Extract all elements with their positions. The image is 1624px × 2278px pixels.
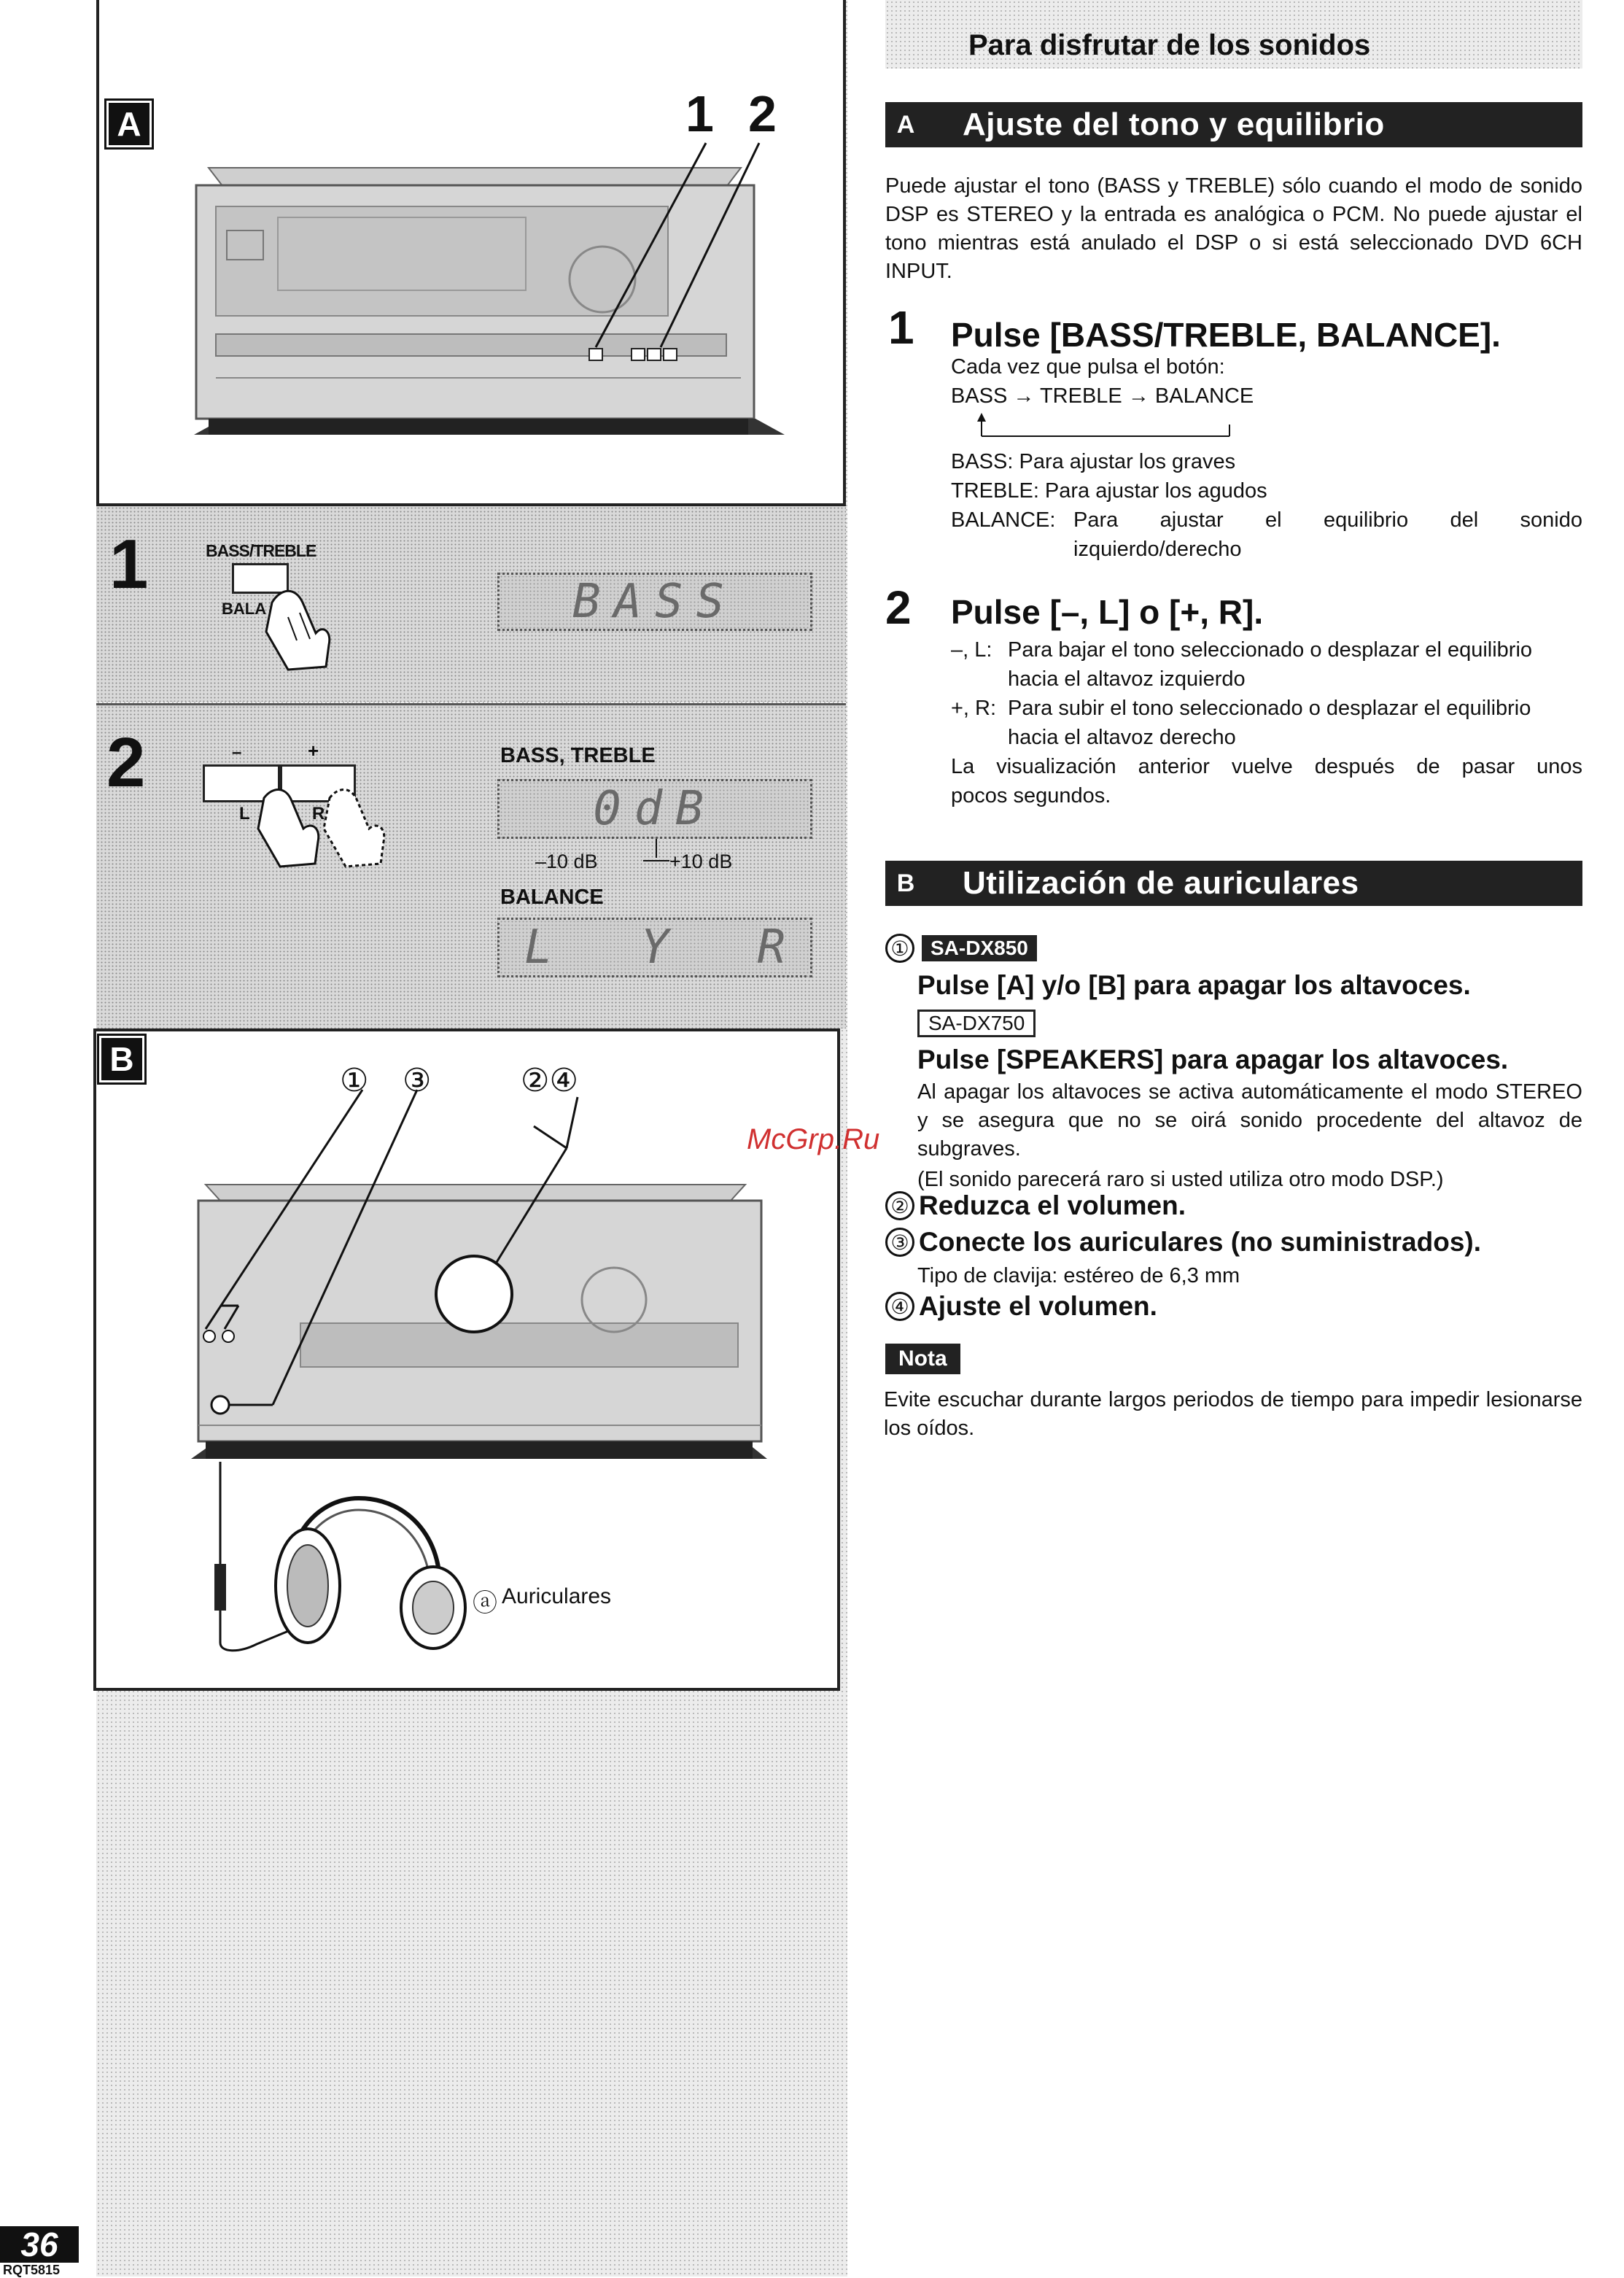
headphones-label: Auriculares [502,1584,612,1608]
a-step2-note1: La visualización anterior vuelve después de pasar unos [951,755,1582,778]
a-step1-cycle: BASS → TREBLE → BALANCE [951,384,1254,408]
panel-b-label: B [99,1036,144,1082]
section-b-heading [885,861,1582,906]
pressing-hand-icon [259,581,339,675]
panel-a [96,0,846,506]
balance-r: R [757,921,785,975]
b-step2-text: Reduzca el volumen. [919,1190,1186,1220]
range-max: +10 dB [669,851,733,872]
model-sa-dx850: SA-DX850 [922,935,1037,961]
b-step3-text: Conecte los auriculares (no suministrados). [919,1227,1482,1257]
bass-treble-display-label: BASS, TREBLE [500,744,656,767]
a-step1-treble: TREBLE: Para ajustar los agudos [951,479,1267,503]
a-step2-note2: pocos segundos. [951,784,1111,807]
b-step1-paren: (El sonido parecerá raro si usted utiliza otro modo DSP.) [917,1168,1444,1191]
b-step2-marker: ② [885,1191,914,1220]
section-a-intro: Puede ajustar el tono (BASS y TREBLE) sólo cuando el modo de sonido DSP es STEREO y la entrada es analógica o PCM. No puede ajustar el tono mientras está anulado el DSP o si está seleccionado DVD 6CH INPUT. [885,174,1582,283]
a-step1-line1: Cada vez que pulsa el botón: [951,355,1225,379]
a-step2-plus-text2: hacia el altavoz derecho [1008,726,1236,749]
section-a-title: Ajuste del tono y equilibrio [963,106,1385,142]
b-step3-marker: ③ [885,1228,914,1257]
page-number: 36 [0,2226,79,2263]
display-0db: 0dB [497,779,812,839]
b-step1-body: Al apagar los altavoces se activa automáticamente el modo STEREO y se asegura que no se oirá sonido procedente del altavoz de subgraves. [917,1080,1582,1161]
a-step1-bass: BASS: Para ajustar los graves [951,450,1236,473]
b-step1-text-b: Pulse [SPEAKERS] para apagar los altavoces. [917,1045,1509,1074]
panel-a-label: A [106,101,152,147]
bass-treble-button-label: BASS/TREBLE [206,541,316,560]
display-bass: BASS [497,573,812,631]
callout-1: 1 [685,85,714,142]
balance-button-label: BALA [222,600,267,618]
callout-2: 2 [748,85,777,142]
section-a-tag: A [896,110,915,139]
a-step1-title: Pulse [BASS/TREBLE, BALANCE]. [951,316,1501,354]
receiver-headphones-illustration [96,1031,840,1688]
b-step4-marker: ④ [885,1292,914,1321]
a-step1-balance-label: BALANCE: [951,508,1056,532]
callout-b-24: ②④ [521,1063,578,1099]
note-text: Evite escuchar durante largos periodos de tiempo para impedir lesionarse los oídos. [884,1388,1582,1440]
range-min: –10 dB [535,851,598,872]
a-step2-minus-text1: Para bajar el tono seleccionado o desplazar el equilibrio [1008,638,1533,662]
callout-b-3: ③ [403,1063,432,1099]
a-step1-balance-text1: Para ajustar el equilibrio del sonido [1073,508,1582,532]
pressing-hands-icon [254,783,400,886]
a-step2-minus-label: –, L: [951,638,992,662]
b-step3-row [885,1227,1481,1258]
a-step1-number: 1 [888,301,914,354]
callout-b-1: ① [340,1063,369,1099]
l-label: L [239,804,250,824]
balance-mid: Y [640,921,669,975]
b-step4-row [885,1291,1157,1322]
a-step2-minus-text2: hacia el altavoz izquierdo [1008,667,1246,691]
receiver-front-illustration-a [99,0,843,506]
figure-step1-number: 1 [109,525,149,603]
model-sa-dx750: SA-DX750 [917,1010,1036,1037]
section-a-heading [885,102,1582,147]
b-step3-sub: Tipo de clavija: estéreo de 6,3 mm [917,1264,1240,1287]
note-label: Nota [885,1344,960,1374]
b-step1-marker: ① [885,934,914,963]
r-label: R [312,804,325,824]
balance-display-label: BALANCE [500,886,604,909]
b-step1-text-a: Pulse [A] y/o [B] para apagar los altavoces. [917,970,1471,1000]
header-banner-text: Para disfrutar de los sonidos [968,29,1371,61]
section-b-title: Utilización de auriculares [963,865,1359,901]
panel-b [93,1028,840,1691]
b-model2-row [917,1010,1036,1037]
cycle-return-arrow [970,411,1240,441]
a-step1-balance-text2: izquierdo/derecho [1073,538,1242,561]
a-step2-number: 2 [885,581,912,634]
b-step4-text: Ajuste el volumen. [919,1291,1157,1321]
step2-strip [96,703,846,1028]
watermark: McGrp.Ru [747,1123,880,1155]
a-step2-title: Pulse [–, L] o [+, R]. [951,593,1264,631]
section-b-tag: B [896,869,915,897]
a-step2-plus-text1: Para subir el tono seleccionado o desplazar el equilibrio [1008,697,1531,720]
plus-label: + [308,740,319,762]
b-step1-row [885,934,1037,963]
b-step2-row [885,1190,1186,1221]
a-step2-plus-label: +, R: [951,697,997,720]
balance-l: L [524,921,553,975]
minus-label: – [232,743,242,762]
document-code: RQT5815 [3,2263,61,2277]
figure-step2-number: 2 [106,724,146,802]
headphones-marker: ⓐ [473,1589,497,1617]
display-balance [497,918,812,977]
